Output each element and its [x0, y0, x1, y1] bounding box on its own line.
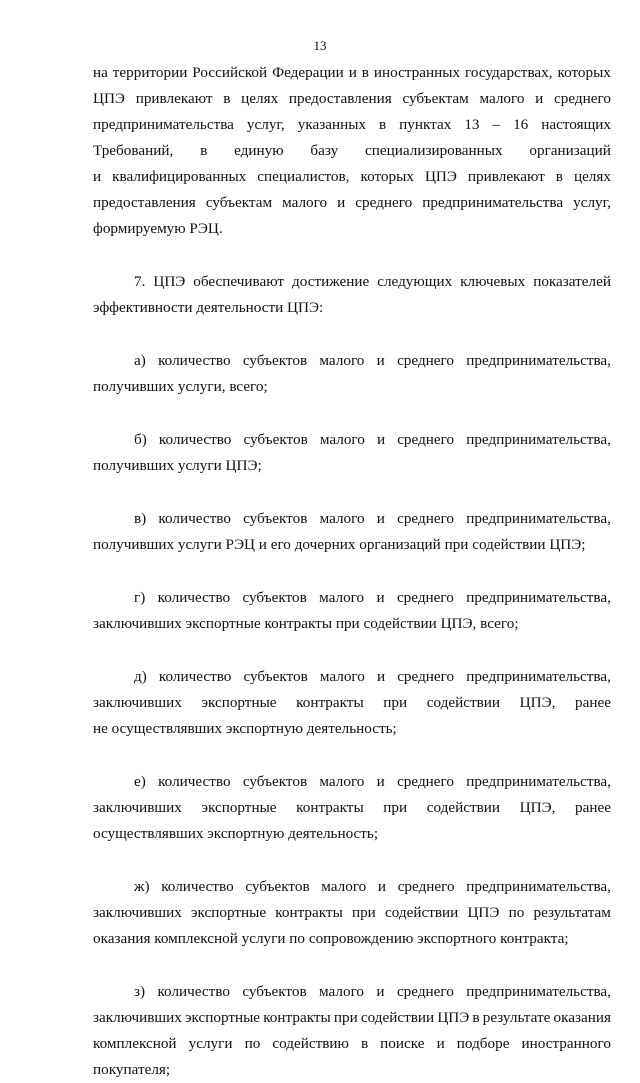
word: предпринимательства, — [466, 878, 611, 895]
word: содействии — [363, 615, 437, 632]
word: и — [376, 431, 386, 448]
word: е) — [134, 773, 146, 790]
word: ранее — [575, 694, 611, 711]
word: получивших — [93, 457, 175, 474]
word: предпринимательства, — [466, 668, 611, 685]
word: государствах, — [465, 64, 553, 81]
word: услуг, — [573, 194, 611, 211]
word: целях — [573, 168, 611, 185]
word: среднего — [397, 510, 455, 527]
word: ЦПЭ — [153, 273, 186, 290]
word: заключивших — [93, 904, 182, 921]
word: содействии — [426, 799, 501, 816]
word: в — [223, 90, 231, 107]
word: малого — [319, 510, 365, 527]
word: результатам — [533, 904, 611, 921]
word: контракты — [296, 799, 364, 816]
word: предпринимательства — [422, 194, 564, 211]
word: и — [337, 194, 346, 211]
word: контракты — [275, 904, 343, 921]
word: количество — [157, 589, 231, 606]
word: иностранных — [373, 64, 461, 81]
word: квалифицированных — [112, 168, 247, 185]
word: предоставления — [93, 194, 196, 211]
word: среднего — [397, 431, 455, 448]
text-line — [93, 1031, 611, 1057]
word: по — [289, 930, 306, 947]
paragraph-gap — [93, 400, 611, 427]
text-line — [93, 506, 611, 532]
word: указанных — [297, 116, 366, 133]
word: его — [270, 536, 291, 553]
word: среднего — [396, 589, 454, 606]
word: среднего — [397, 878, 455, 895]
word: количество — [158, 510, 231, 527]
word: в — [200, 142, 208, 159]
word: в — [361, 64, 369, 81]
word: содействию — [272, 1035, 349, 1052]
word: Требований, — [93, 142, 174, 159]
word: количество — [158, 668, 232, 685]
word: малого — [319, 773, 365, 790]
text-line — [93, 795, 611, 821]
text-line — [93, 348, 611, 374]
word: оказания — [553, 1009, 611, 1026]
text-line — [93, 374, 611, 400]
word: специализированных — [365, 142, 503, 159]
word: и — [377, 878, 387, 895]
text-line — [93, 216, 611, 242]
word: и — [348, 64, 357, 81]
word: малого — [319, 431, 365, 448]
word: деятельность; — [288, 825, 379, 842]
word: показателей — [533, 273, 611, 290]
word: содействии — [360, 1009, 435, 1026]
text-line — [93, 611, 611, 637]
text-line — [93, 295, 611, 321]
word: ЦПЭ — [93, 90, 125, 107]
word: количество — [157, 983, 230, 1000]
word: в — [378, 116, 387, 133]
text-line — [93, 190, 611, 216]
word: среднего — [397, 773, 454, 790]
word: малого — [319, 668, 365, 685]
text-line — [93, 60, 611, 86]
word: ЦПЭ — [467, 904, 500, 921]
word: по — [244, 1035, 261, 1052]
word: экспортную — [225, 720, 303, 737]
word: экспортные — [201, 694, 277, 711]
text-line — [93, 453, 611, 479]
word: малого — [319, 589, 365, 606]
word: среднего — [397, 352, 454, 369]
word: достижение — [292, 273, 370, 290]
word: организаций — [359, 536, 441, 553]
word: среднего — [396, 983, 454, 1000]
text-line — [93, 1005, 611, 1031]
word: предоставления — [288, 90, 392, 107]
word: услуги — [177, 536, 222, 553]
word: заключивших — [93, 694, 182, 711]
text-line — [93, 585, 611, 611]
word: предпринимательства — [93, 116, 234, 133]
word: и — [376, 773, 385, 790]
word: субъектов — [242, 773, 308, 790]
text-line — [93, 716, 611, 742]
word: подборе — [456, 1035, 510, 1052]
word: и — [535, 90, 544, 107]
word: при — [351, 904, 376, 921]
word: услуги — [177, 457, 222, 474]
text-line — [93, 269, 611, 295]
word: результате — [482, 1009, 551, 1026]
paragraph-gap — [93, 742, 611, 769]
word: иностранного — [521, 1035, 611, 1052]
word: деятельность; — [306, 720, 397, 737]
word: РЭЦ — [225, 536, 255, 553]
word: поиске — [380, 1035, 425, 1052]
word: контракты — [263, 1009, 331, 1026]
text-line — [93, 138, 611, 164]
word: количество — [158, 352, 231, 369]
word: ж) — [134, 878, 150, 895]
word: пунктах — [399, 116, 452, 133]
word: базу — [310, 142, 339, 159]
word: субъектов — [242, 983, 307, 1000]
word: субъектам — [402, 90, 469, 107]
word: ключевых — [460, 273, 526, 290]
word: в — [360, 1035, 369, 1052]
word: контракта; — [500, 930, 569, 947]
text-line — [93, 900, 611, 926]
word: в — [472, 1009, 480, 1026]
word: и — [376, 510, 385, 527]
word: комплексной — [154, 930, 238, 947]
word: малого — [319, 352, 365, 369]
word: эффективности — [93, 299, 193, 316]
word: и — [376, 589, 385, 606]
word: предпринимательства, — [466, 983, 611, 1000]
word: субъектов — [243, 510, 308, 527]
word: содействии — [472, 536, 546, 553]
word: д) — [134, 668, 147, 685]
word: предпринимательства, — [466, 431, 611, 448]
word: малого — [479, 90, 525, 107]
word: дочерних — [294, 536, 356, 553]
word: экспортные — [191, 904, 267, 921]
word: при — [383, 694, 408, 711]
word: ЦПЭ; — [225, 457, 262, 474]
text-line — [93, 664, 611, 690]
paragraph-gap — [93, 952, 611, 979]
word: ЦПЭ: — [287, 299, 324, 316]
word: субъектов — [242, 352, 308, 369]
word: 16 — [513, 116, 529, 133]
text-line — [93, 979, 611, 1005]
word: деятельности — [196, 299, 284, 316]
page-number: 13 — [313, 38, 327, 53]
word: ЦПЭ, — [519, 694, 556, 711]
word: всего; — [480, 615, 519, 632]
word: услуги — [188, 1035, 233, 1052]
paragraph-gap — [93, 637, 611, 664]
word: целях — [241, 90, 279, 107]
word: экспортные — [201, 799, 277, 816]
word: ЦПЭ; — [549, 536, 586, 553]
text-line — [93, 821, 611, 847]
paragraph-gap — [93, 479, 611, 506]
word: которых — [360, 168, 414, 185]
word: покупателя; — [93, 1061, 171, 1078]
word: малого — [319, 983, 365, 1000]
word: содействии — [426, 694, 501, 711]
word: услуги — [241, 930, 286, 947]
word: получивших — [93, 536, 175, 553]
word: в — [555, 168, 563, 185]
word: контракты — [264, 615, 333, 632]
word: и — [376, 983, 385, 1000]
word: ЦПЭ — [437, 1009, 470, 1026]
word: организаций — [529, 142, 611, 159]
word: б) — [134, 431, 147, 448]
word: и — [376, 352, 385, 369]
word: при — [335, 615, 360, 632]
word: субъектов — [243, 668, 308, 685]
word: предпринимательства, — [466, 352, 611, 369]
word: – — [492, 116, 501, 133]
word: заключивших — [93, 799, 182, 816]
word: среднего — [554, 90, 611, 107]
text-line — [93, 532, 611, 558]
word: 13 — [464, 116, 480, 133]
word: Федерации — [272, 64, 344, 81]
word: малого — [321, 878, 367, 895]
word: при — [444, 536, 469, 553]
word: субъектов — [245, 878, 310, 895]
word: и — [376, 668, 386, 685]
text-line — [93, 926, 611, 952]
word: привлекают — [135, 90, 213, 107]
paragraph-gap — [93, 321, 611, 348]
word: контракты — [296, 694, 364, 711]
word: субъектов — [242, 589, 307, 606]
word: услуг, — [246, 116, 285, 133]
text-line — [93, 164, 611, 190]
word: услуги, — [177, 378, 226, 395]
paragraph-gap — [93, 242, 611, 269]
word: в) — [134, 510, 147, 527]
word: при — [383, 799, 408, 816]
word: субъектов — [243, 431, 308, 448]
word: которых — [557, 64, 611, 81]
word: з) — [134, 983, 146, 1000]
word: и — [258, 536, 267, 553]
word: ЦПЭ — [424, 168, 457, 185]
word: осуществлявших — [111, 720, 223, 737]
word: экспортную — [207, 825, 285, 842]
word: экспортного — [417, 930, 497, 947]
word: среднего — [355, 194, 413, 211]
word: по — [508, 904, 525, 921]
word: и — [436, 1035, 445, 1052]
text-line — [93, 769, 611, 795]
word: получивших — [93, 378, 175, 395]
word: при — [333, 1009, 358, 1026]
word: осуществлявших — [93, 825, 204, 842]
word: г) — [134, 589, 146, 606]
paragraph-gap — [93, 558, 611, 585]
word: среднего — [397, 668, 455, 685]
word: комплексной — [93, 1035, 177, 1052]
word: экспортные — [184, 1009, 261, 1026]
word: всего; — [229, 378, 268, 395]
word: количество — [158, 431, 232, 448]
word: количество — [158, 773, 231, 790]
word: формируемую — [93, 220, 186, 237]
text-line — [93, 874, 611, 900]
word: предпринимательства, — [466, 773, 611, 790]
word: обеспечивают — [193, 273, 285, 290]
word: сопровождению — [308, 930, 414, 947]
text-line — [93, 86, 611, 112]
word: субъектам — [205, 194, 273, 211]
word: количество — [161, 878, 234, 895]
text-line — [93, 1057, 611, 1083]
text-line — [93, 690, 611, 716]
word: заключивших — [93, 1009, 182, 1026]
text-line — [93, 427, 611, 453]
word: содействии — [384, 904, 459, 921]
word: настоящих — [541, 116, 611, 133]
word: не — [93, 720, 108, 737]
word: и — [93, 168, 102, 185]
word: малого — [282, 194, 328, 211]
paragraph-gap — [93, 847, 611, 874]
word: территории — [112, 64, 188, 81]
word: предпринимательства, — [466, 510, 611, 527]
word: РЭЦ. — [189, 220, 223, 237]
word: ЦПЭ, — [440, 615, 477, 632]
word: специалистов, — [257, 168, 350, 185]
word: на — [93, 64, 108, 81]
document-body — [93, 60, 611, 1083]
word: заключивших — [93, 615, 182, 632]
text-line — [93, 112, 611, 138]
word: экспортные — [185, 615, 261, 632]
word: Российской — [192, 64, 268, 81]
word: а) — [134, 352, 146, 369]
word: предпринимательства, — [466, 589, 611, 606]
word: ЦПЭ, — [519, 799, 556, 816]
word: 7. — [134, 273, 146, 290]
word: оказания — [93, 930, 151, 947]
word: единую — [234, 142, 284, 159]
word: привлекают — [467, 168, 545, 185]
word: следующих — [377, 273, 453, 290]
word: ранее — [575, 799, 611, 816]
